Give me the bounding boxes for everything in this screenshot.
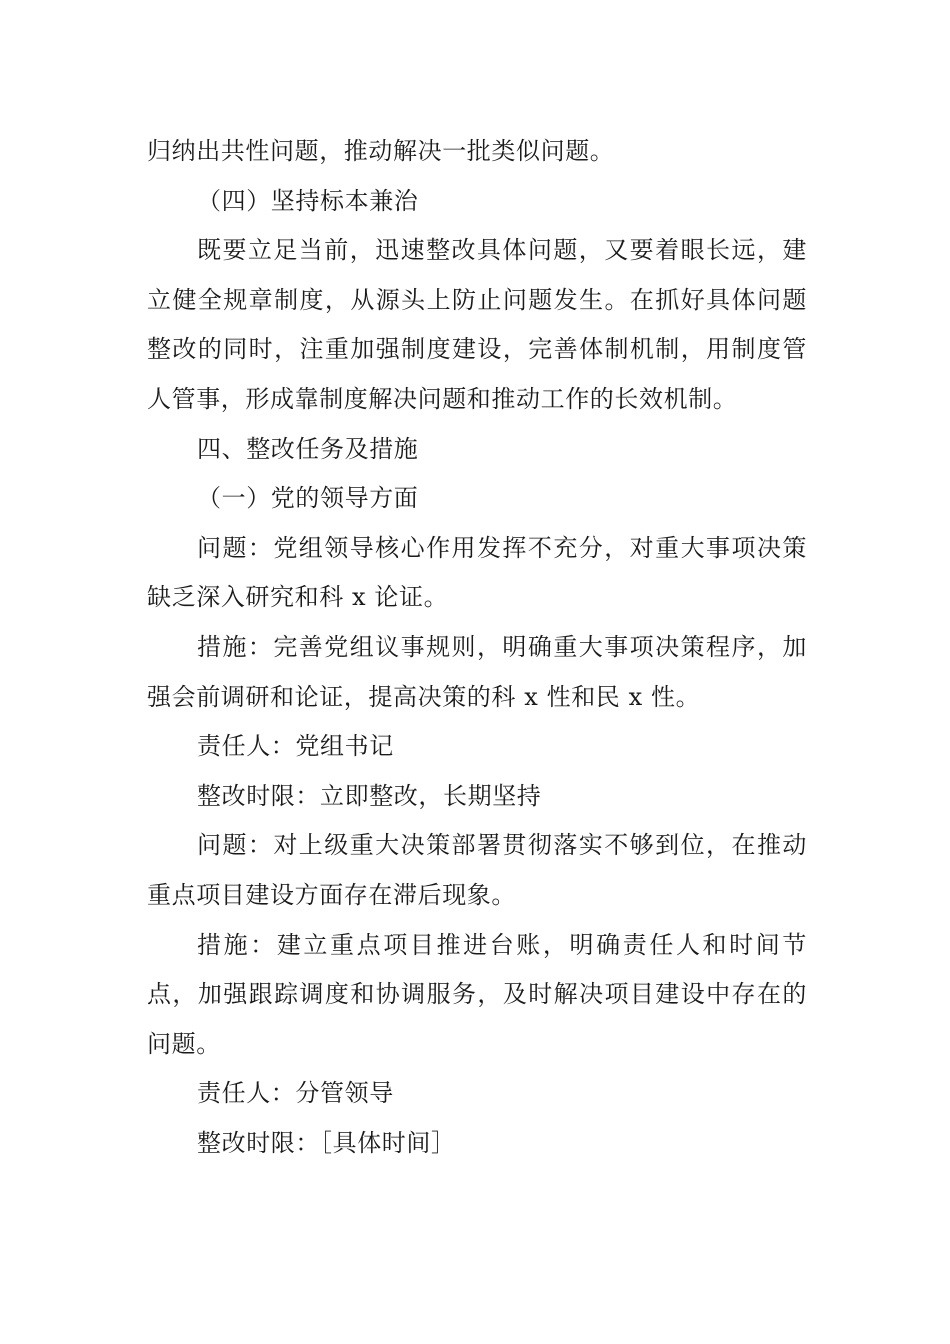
- issue-1: 问题：党组领导核心作用发挥不充分，对重大事项决策缺乏深入研究和科 x 论证。: [147, 533, 807, 612]
- measure-2: 措施：建立重点项目推进台账，明确责任人和时间节点，加强跟踪调度和协调服务，及时解决项目建设中存在的问题。: [147, 930, 807, 1058]
- subheading-party-leadership: （一）党的领导方面: [197, 484, 419, 513]
- paragraph-continuation: 归纳出共性问题，推动解决一批类似问题。: [147, 137, 615, 165]
- issue-2: 问题：对上级重大决策部署贯彻落实不够到位，在推动重点项目建设方面存在滞后现象。: [147, 831, 807, 909]
- document-body: [147, 127, 807, 1168]
- measure-1: 措施：完善党组议事规则，明确重大事项决策程序，加强会前调研和论证，提高决策的科 x 性和民 x 性。: [147, 632, 807, 711]
- heading-4-address-root-causes: （四）坚持标本兼治: [197, 186, 419, 215]
- responsible-person-1: 责任人：党组书记: [197, 732, 394, 761]
- deadline-1: 整改时限：立即整改，长期坚持: [197, 781, 542, 810]
- paragraph-root-causes-body: 既要立足当前，迅速整改具体问题，又要着眼长远，建立健全规章制度，从源头上防止问题发生。在抓好具体问题整改的同时，注重加强制度建设，完善体制机制，用制度管人管事，形成靠制度解决问题和推动工作的长效机制。: [147, 236, 807, 413]
- deadline-2: 整改时限：［具体时间］: [197, 1128, 456, 1157]
- responsible-person-2: 责任人：分管领导: [197, 1079, 394, 1108]
- section-heading-tasks-measures: 四、整改任务及措施: [197, 434, 419, 463]
